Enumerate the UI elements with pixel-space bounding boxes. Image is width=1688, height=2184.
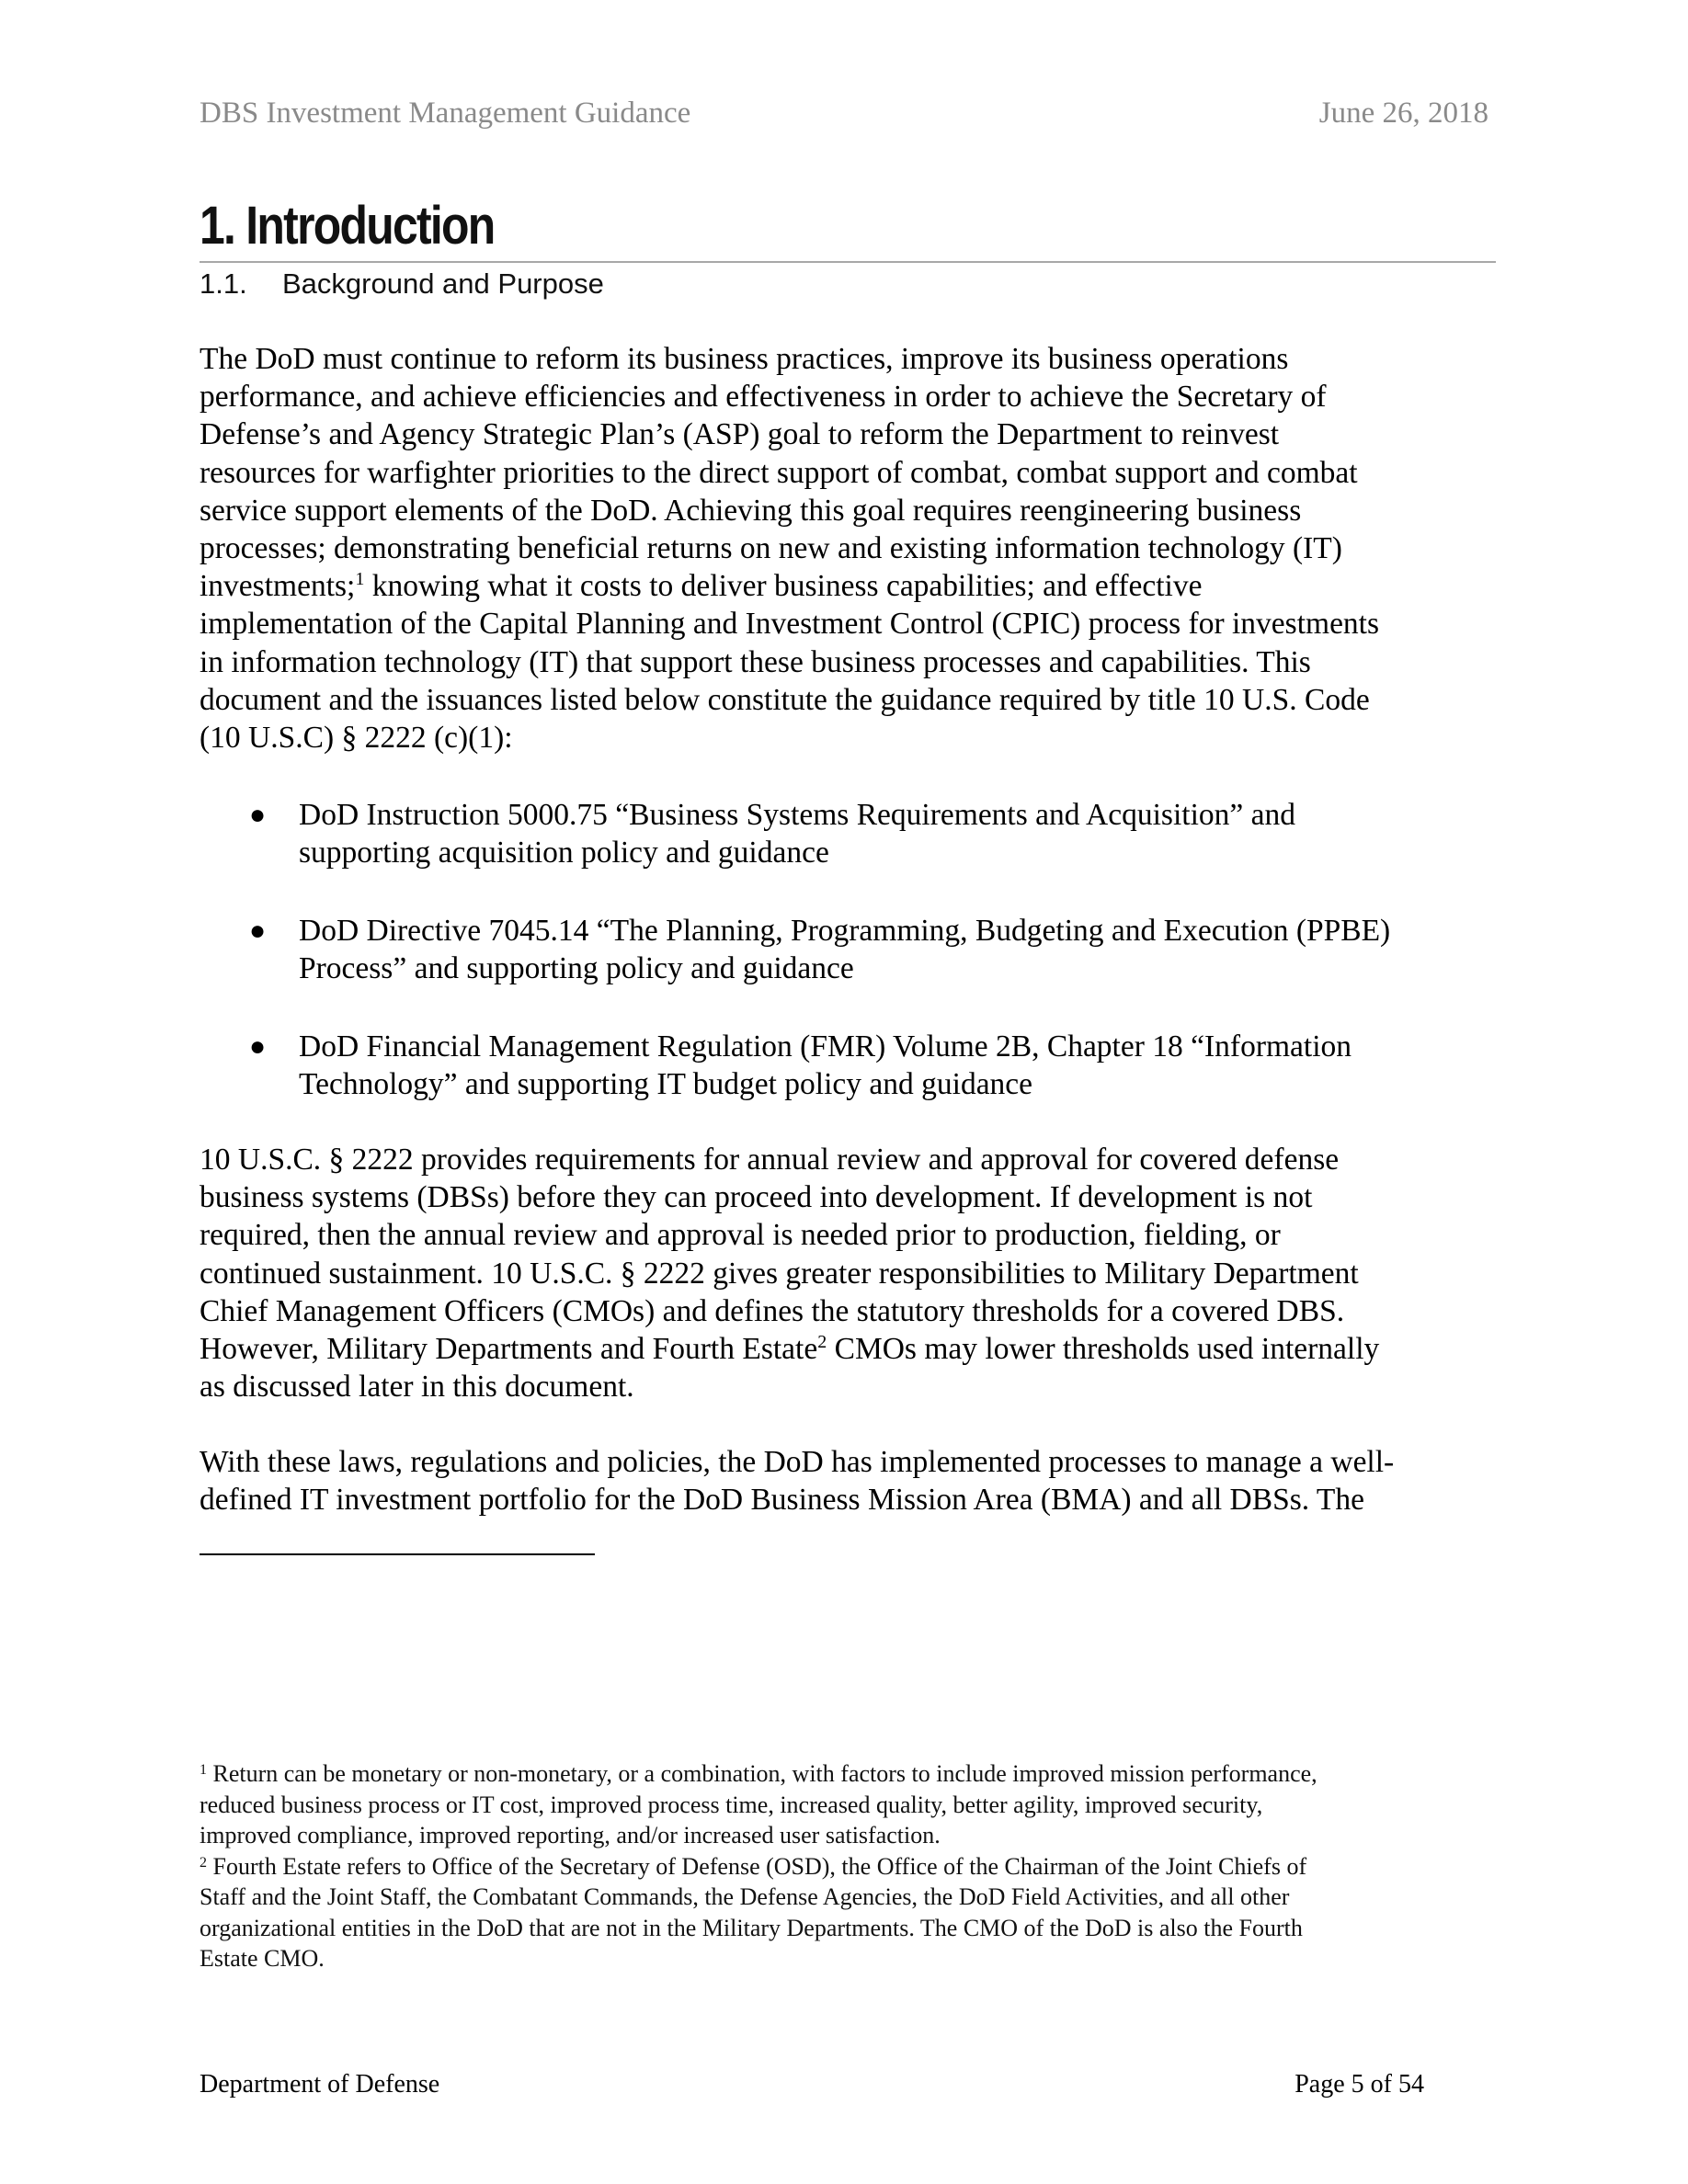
footnote-text: Return can be monetary or non-monetary, or a combination, with factors to include improved mission performance, <box>207 1760 1317 1787</box>
footnote-line: Estate CMO. <box>200 1945 325 1972</box>
paragraph-line: performance, and achieve efficiencies and effectiveness in order to achieve the Secretary of <box>200 380 1327 415</box>
paragraph-line: document and the issuances listed below constitute the guidance required by title 10 U.S. Code <box>200 682 1370 717</box>
list-item-line: Process” and supporting policy and guidance <box>299 951 854 986</box>
list-item-line: DoD Directive 7045.14 “The Planning, Programming, Budgeting and Execution (PPBE) <box>299 914 1391 948</box>
running-header <box>200 97 1488 137</box>
subsection-heading <box>200 266 604 302</box>
paragraph-statute <box>200 1141 1496 1405</box>
footnote-separator <box>200 1553 595 1555</box>
paragraph-line <box>200 1330 1496 1368</box>
paragraph-line: implementation of the Capital Planning and Investment Control (CPIC) process for investments <box>200 607 1380 642</box>
paragraph-line: With these laws, regulations and policies, the DoD has implemented processes to manage a well- <box>200 1445 1395 1479</box>
paragraph-line: business systems (DBSs) before they can proceed into development. If development is not <box>200 1180 1313 1215</box>
section-heading: 1. Introduction <box>200 196 495 256</box>
header-date: June 26, 2018 <box>1318 97 1488 130</box>
bullet-icon: ● <box>249 1031 267 1062</box>
subsection-number: 1.1. <box>200 267 247 300</box>
footer-organization: Department of Defense <box>200 2070 440 2099</box>
line-text: investments; <box>200 569 356 604</box>
footnote-line: Staff and the Joint Staff, the Combatant Commands, the Defense Agencies, the DoD Field Activities, and all other <box>200 1883 1290 1910</box>
paragraph-line: continued sustainment. 10 U.S.C. § 2222 gives greater responsibilities to Military Department <box>200 1256 1359 1291</box>
bullet-icon: ● <box>249 916 267 946</box>
footnote-number: 2 <box>200 1854 207 1871</box>
paragraph-line: 10 U.S.C. § 2222 provides requirements for annual review and approval for covered defense <box>200 1143 1340 1177</box>
line-text: knowing what it costs to deliver business capabilities; and effective <box>364 569 1203 604</box>
paragraph-line: required, then the annual review and approval is needed prior to production, fielding, or <box>200 1218 1281 1253</box>
list-item-line: supporting acquisition policy and guidance <box>299 836 829 870</box>
paragraph-line: service support elements of the DoD. Achieving this goal requires reengineering business <box>200 493 1302 528</box>
footnote-line: organizational entities in the DoD that are not in the Military Departments. The CMO of the DoD is also the Fourth <box>200 1914 1303 1941</box>
paragraph-line: defined IT investment portfolio for the DoD Business Mission Area (BMA) and all DBSs. The <box>200 1483 1364 1518</box>
footnote-number: 1 <box>200 1762 207 1778</box>
footnote-line: improved compliance, improved reporting, and/or increased user satisfaction. <box>200 1822 941 1848</box>
paragraph-background <box>200 340 1496 756</box>
paragraph-line: processes; demonstrating beneficial returns on new and existing information technology (IT) <box>200 531 1342 566</box>
list-item-line: DoD Financial Management Regulation (FMR) Volume 2B, Chapter 18 “Information <box>299 1029 1352 1064</box>
footnote-1 <box>200 1758 1496 1790</box>
paragraph-line: as discussed later in this document. <box>200 1370 634 1405</box>
paragraph-line: Defense’s and Agency Strategic Plan’s (ASP) goal to reform the Department to reinvest <box>200 417 1280 452</box>
page-number: Page 5 of 54 <box>1295 2070 1424 2099</box>
heading-rule <box>200 261 1496 263</box>
bullet-icon: ● <box>249 800 267 830</box>
paragraph-line <box>200 567 1496 605</box>
paragraph-line: in information technology (IT) that support these business processes and capabilities. This <box>200 644 1311 679</box>
footnote-2 <box>200 1851 1496 1883</box>
footnote-text: Fourth Estate refers to Office of the Secretary of Defense (OSD), the Office of the Chairman of the Joint Chiefs of <box>207 1852 1307 1880</box>
paragraph-line: Chief Management Officers (CMOs) and defines the statutory thresholds for a covered DBS. <box>200 1293 1345 1328</box>
line-text: However, Military Departments and Fourth Estate <box>200 1332 818 1367</box>
paragraph-line: The DoD must continue to reform its business practices, improve its business operations <box>200 342 1289 376</box>
paragraph-line: resources for warfighter priorities to the direct support of combat, combat support and combat <box>200 455 1358 490</box>
line-text: CMOs may lower thresholds used internally <box>827 1332 1380 1367</box>
subsection-title: Background and Purpose <box>282 267 604 300</box>
footnote-ref-1[interactable]: 1 <box>355 569 365 590</box>
running-footer <box>200 2070 1424 2107</box>
footnote-ref-2[interactable]: 2 <box>817 1331 827 1352</box>
paragraph-portfolio <box>200 1443 1496 1519</box>
footnote-line: reduced business process or IT cost, improved process time, increased quality, better agility, improved security, <box>200 1791 1263 1818</box>
list-item-line: Technology” and supporting IT budget policy and guidance <box>299 1067 1033 1102</box>
paragraph-line: (10 U.S.C) § 2222 (c)(1): <box>200 721 513 756</box>
footnotes <box>200 1758 1496 1974</box>
list-item-line: DoD Instruction 5000.75 “Business Systems Requirements and Acquisition” and <box>299 798 1295 832</box>
header-title: DBS Investment Management Guidance <box>200 97 691 130</box>
